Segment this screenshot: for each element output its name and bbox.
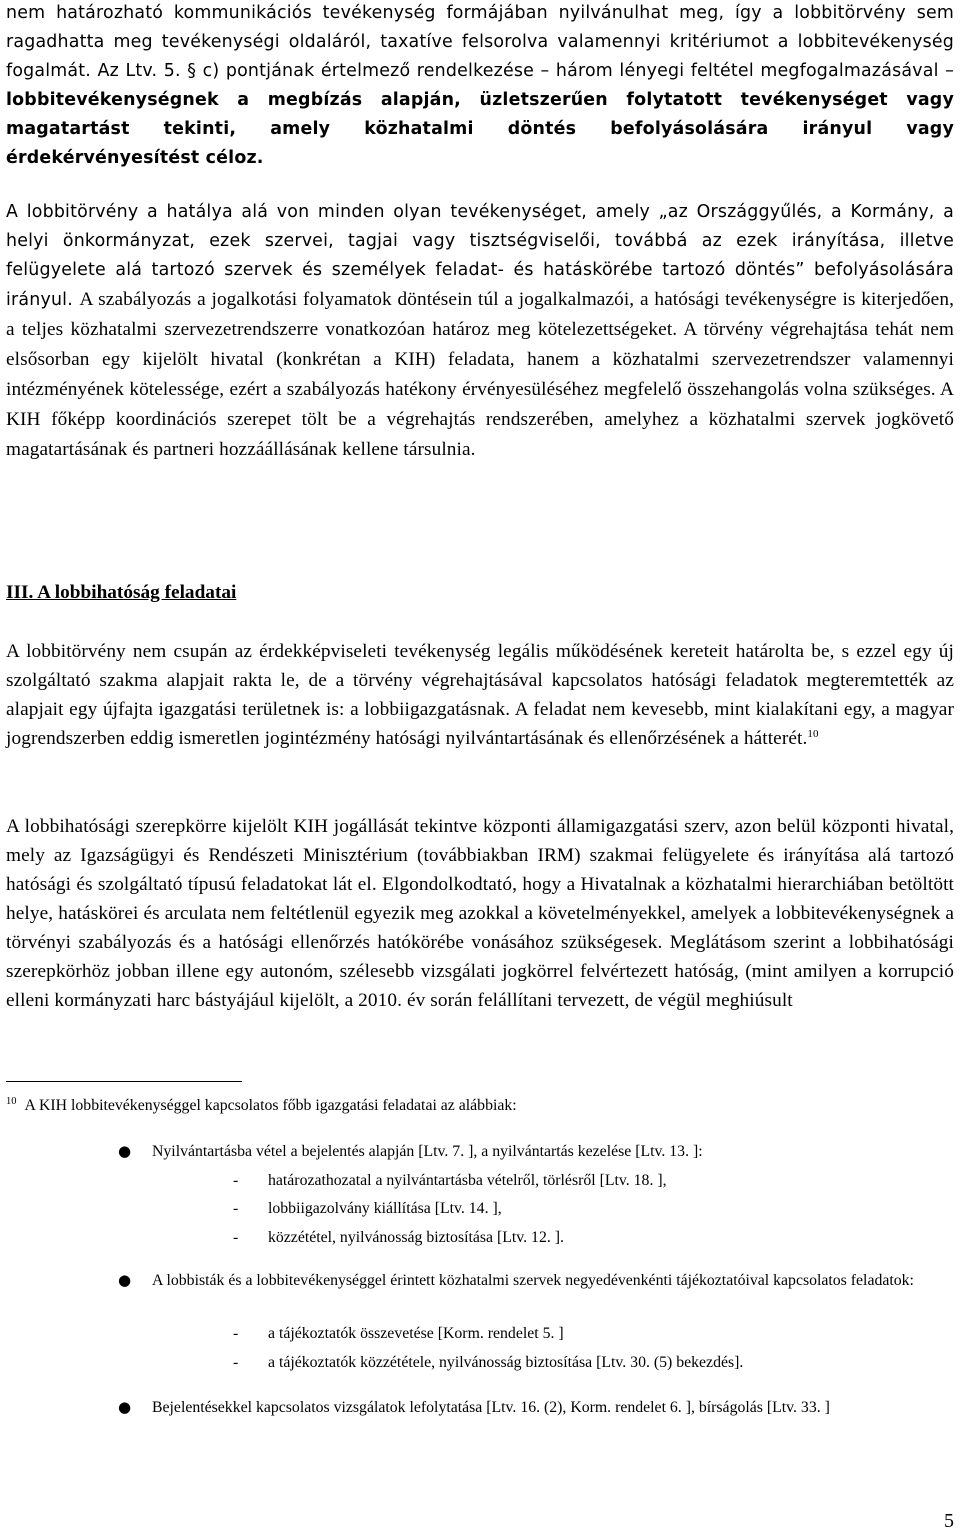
footnote-sub-item: határozathozatal a nyilvántartásba vételről, törlésről [Ltv. 18. ], [268, 1172, 667, 1189]
paragraph-scope-text: A lobbitörvény a hatálya alá von minden olyan tevékenységet, amely „az Országgyűlés, a Kormány, a helyi önkormányzat, ezek szervei, tagjai vagy tisztségviselői, továbbá az ezek irányítása, illetve felügyelete alá tartozó szervek és személyek feladat- és hatáskörébe tartozó döntés” befolyásolására irányul. [6, 202, 954, 310]
footnote-sub-item: lobbiigazolvány kiállítása [Ltv. 14. ], [268, 1200, 502, 1217]
dash-icon: - [233, 1200, 239, 1217]
footnote-intro-text: A KIH lobbitevékenységgel kapcsolatos főbb igazgatási feladatai az alábbiak: [24, 1097, 517, 1114]
paragraph-scope [6, 198, 954, 465]
bullet-icon: ● [118, 1142, 132, 1160]
page-number: 5 [944, 1510, 954, 1532]
dash-icon: - [233, 1354, 239, 1371]
bullet-icon: ● [118, 1398, 132, 1416]
section-heading: III. A lobbihatóság feladatai [6, 582, 237, 603]
paragraph-definition-text: nem határozható kommunikációs tevékenység formájában nyilvánulhat meg, így a lobbitörvény sem ragadhatta meg tevékenységi oldaláról, taxatíve felsorolva valamennyi kritériumot a lobbitevékenység fogalmát. Az Ltv. 5. § c) pontjának értelmező rendelkezése – három lényegi feltétel megfogalmazásával – [6, 3, 954, 81]
footnote-number: 10 [6, 1096, 17, 1107]
footnote-list-item: A lobbisták és a lobbitevékenységgel érintett közhatalmi szervek negyedévenkénti tájékoztatóival kapcsolatos feladatok: [152, 1272, 914, 1289]
dash-icon: - [233, 1172, 239, 1189]
footnote-reference[interactable]: 10 [807, 728, 819, 740]
paragraph-lobby-administration-text: A lobbitörvény nem csupán az érdekképviseleti tevékenység legális működésének kereteit határolta be, s ezzel egy új szolgáltató szakma alapjait rakta le, de a törvény végrehajtásával kapcsolatos hatósági feladatok megteremtették az alapjait egy újfajta igazgatási területnek is: a lobbiigazgatásnak. A feladat nem kevesebb, mint kialakítani egy, a magyar jogrendszerben eddig ismeretlen jogintézmény hatósági nyilvántartásának és ellenőrzésének a hátterét. [6, 641, 954, 749]
paragraph-definition [6, 0, 954, 173]
footnote-list-item: Bejelentésekkel kapcsolatos vizsgálatok lefolytatása [Ltv. 16. (2), Korm. rendelet 6. ], bírságolás [Ltv. 33. ] [152, 1399, 830, 1416]
footnote-list-item: Nyilvántartásba vétel a bejelentés alapján [Ltv. 7. ], a nyilvántartás kezelése [Ltv. 13. ]: [152, 1143, 703, 1160]
bullet-icon: ● [118, 1271, 132, 1289]
paragraph-lobby-administration [6, 637, 954, 753]
footnote-sub-item: a tájékoztatók közzététele, nyilvánosság biztosítása [Ltv. 30. (5) bekezdés]. [268, 1354, 744, 1371]
footnote-sub-item: közzététel, nyilvánosság biztosítása [Ltv. 12. ]. [268, 1229, 564, 1246]
footnote-separator [6, 1081, 242, 1082]
footnote-sub-item: a tájékoztatók összevetése [Korm. rendelet 5. ] [268, 1325, 564, 1342]
paragraph-kih-status: A lobbihatósági szerepkörre kijelölt KIH jogállását tekintve központi államigazgatási szerv, azon belül központi hivatal, mely az Igazságügyi és Rendészeti Minisztérium (továbbiakban IRM) szakmai felügyelete és irányítása alá tartozó hatósági és szolgáltató típusú feladatokat lát el. Elgondolkodtató, hogy a Hivatalnak a közhatalmi hierarchiában betöltött helye, hatáskörei és arculata nem feltétlenül egyezik meg azokkal a követelményekkel, amelyek a lobbitevékenységnek a törvényi szabályozás és a hatósági ellenőrzés hatókörébe vonásához szükségesek. Meglátásom szerint a lobbihatósági szerepkörhöz jobban illene egy autonóm, szélesebb vizsgálati jogkörrel felvértezett hatóság, (mint amilyen a korrupció elleni kormányzati harc bástyájául kijelölt, a 2010. év során felállítani tervezett, de végül meghiúsult [6, 816, 954, 1011]
dash-icon: - [233, 1325, 239, 1342]
paragraph-definition-bold: lobbitevékenységnek a megbízás alapján, üzletszerűen folytatott tevékenységet vagy magatartást tekinti, amely közhatalmi döntés befolyásolására irányul vagy érdekérvényesítést céloz. [6, 90, 954, 168]
dash-icon: - [233, 1229, 239, 1246]
paragraph-scope-serif-text: A szabályozás a jogalkotási folyamatok döntésein túl a jogalkalmazói, a hatósági tevékenységre is kiterjedően, a teljes közhatalmi szervezetrendszerre vonatkozóan határoz meg kötelezettségeket. A törvény végrehajtása tehát nem elsősorban egy kijelölt hivatal (konkrétan a KIH) feladata, hanem a közhatalmi szervezetrendszer valamennyi intézményének kötelessége, ezért a szabályozás hatékony érvényesüléséhez megfelelő összehangolás volna szükséges. A KIH főképp koordinációs szerepet tölt be a végrehajtás rendszerében, amelyhez a közhatalmi szervek jogkövető magatartásának és partneri hozzáállásának kellene társulnia. [6, 289, 954, 460]
footnote-intro [6, 1093, 517, 1118]
